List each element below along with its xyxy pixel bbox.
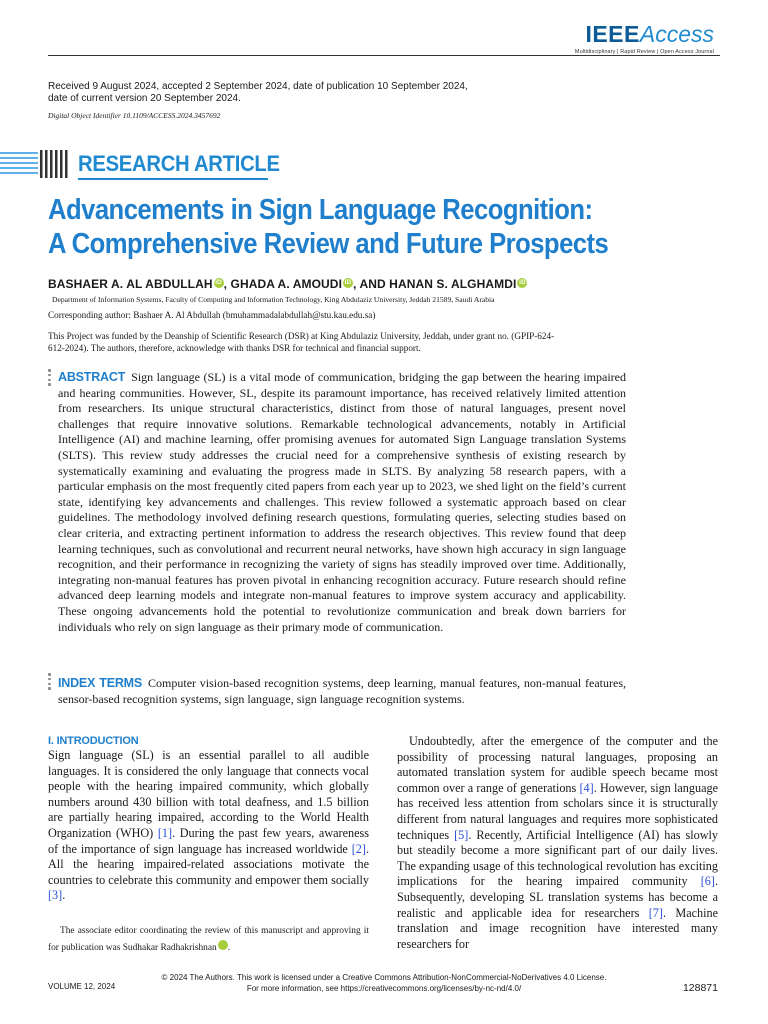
orcid-icon[interactable]: iD [218, 940, 228, 950]
author-separator: , AND [353, 277, 390, 291]
journal-brand-italic: Access [639, 21, 714, 47]
text-run: . [62, 888, 66, 903]
orcid-icon[interactable]: iD [344, 279, 352, 286]
citation-link[interactable]: [1] [157, 825, 173, 840]
article-type-underline [78, 178, 268, 180]
license-line-2[interactable]: For more information, see https://creativecommons.org/licenses/by-nc-nd/4.0/ [246, 984, 522, 993]
funding-statement: This Project was funded by the Deanship of Scientific Research (DSR) at King Abdulaziz University, Jeddah, under grant no. (GPIP-624-612-2024). The authors, therefore, acknowledge with thanks DSR for technical and financial support. [48, 331, 555, 353]
intro-paragraph-1 [48, 748, 369, 904]
text-run: . However, sign language has received less attention from scholars since it is structurally different from natural languages and requires more sophisticated techniques [397, 780, 718, 842]
text-run: . All the hearing impaired-related associations motivate the countries to celebrate this community and empower them socially [48, 841, 369, 887]
page-number: 128871 [682, 982, 718, 994]
editor-footnote [48, 924, 369, 956]
corresponding-author: Corresponding author: Bashaer A. Al Abdullah (bmuhammadalabdullah@stu.kau.edu.sa) [48, 310, 376, 320]
paper-title [48, 193, 624, 261]
doi: Digital Object Identifier 10.1109/ACCESS.2024.3457692 [48, 111, 221, 120]
text-run: . During the past few years, awareness of the importance of sign language has increased worldwide [48, 825, 370, 856]
journal-logo [575, 22, 714, 55]
journal-brand-bold: IEEE [585, 21, 640, 47]
footnote-end: . [227, 942, 231, 953]
affiliation: Department of Information Systems, Faculty of Computing and Information Technology, King Abdulaziz University, Jeddah 21589, Saudi Arabia [52, 295, 495, 304]
journal-tagline: Multidisciplinary | Rapid Review | Open Access Journal [574, 49, 714, 55]
index-terms-text: Computer vision-based recognition systems, deep learning, manual features, non-manual features, sensor-based recognition systems, sign language, sign language recognition systems. [58, 676, 626, 706]
citation-link[interactable]: [6] [700, 874, 715, 889]
index-terms [58, 676, 626, 707]
title-line-1: Advancements in Sign Language Recognition: [48, 194, 593, 226]
index-terms-dots-decoration [48, 673, 51, 692]
section-heading-introduction: I. INTRODUCTION [48, 735, 139, 747]
text-run: Undoubtedly, after the emergence of the computer and the possibility of processing natural languages, proposing an automated translation system for audible speech became most common over a range of generations [397, 734, 718, 795]
citation-link[interactable]: [5] [454, 827, 469, 842]
license-notice [0, 972, 768, 994]
volume-info: VOLUME 12, 2024 [48, 982, 116, 991]
abstract-label: ABSTRACT [58, 370, 126, 384]
citation-link[interactable]: [4] [579, 780, 594, 795]
author-2: GHADA A. AMOUDI [230, 277, 343, 291]
text-run: . Subsequently, developing SL translation systems has become a realistic and applicable idea for researchers [397, 874, 718, 920]
license-line-1: © 2024 The Authors. This work is licensed under a Creative Commons Attribution-NonCommercial-NoDerivatives 4.0 License. [161, 973, 607, 982]
index-terms-label: INDEX TERMS [58, 676, 143, 690]
abstract-dots-decoration [48, 369, 51, 388]
text-run: . Recently, Artificial Intelligence (AI) has slowly but steadily become a more significant part of our daily lives. The expanding usage of this technological revolution has exciting implications for the hearing impaired community [397, 827, 718, 889]
intro-paragraph-2 [397, 734, 718, 952]
author-3: HANAN S. ALGHAMDI [389, 277, 517, 291]
title-line-2: A Comprehensive Review and Future Prospects [48, 228, 609, 260]
author-list [48, 277, 527, 291]
citation-link[interactable]: [3] [48, 888, 63, 903]
orcid-icon[interactable]: iD [519, 279, 526, 286]
citation-link[interactable]: [7] [648, 905, 663, 920]
text-run: . Machine translation and image recognition have interested many researchers for [397, 905, 719, 951]
left-column [48, 734, 369, 904]
right-column [397, 734, 718, 952]
text-run: Sign language (SL) is an essential parallel to all audible languages. It is considered the only language that connects vocal people with the hearing impaired community, which globally numbers around 430 billion with total deafness, and 1.5 billion are partially hearing impaired, according to the World Health Organization (WHO) [48, 748, 369, 840]
footnote-text: The associate editor coordinating the review of this manuscript and approving it for publication was Sudhakar Radhakrishnan [48, 926, 369, 953]
banner-stripes-graphic [0, 150, 68, 178]
abstract [58, 370, 626, 635]
abstract-text: Sign language (SL) is a vital mode of communication, bridging the gap between the hearing impaired and hearing communities. However, SL, despite its paramount importance, has received relatively limited attention from researchers. Its unique structural characteristics, distinct from those of natural languages, present novel challenges that require innovative solutions. Remarkable technological advancements, notably in Artificial Intelligence (AI) and machine learning, offer promising avenues for automated Sign Language translation Systems (SLTS). This review study addresses the crucial need for a comprehensive synthesis of existing research by systematically examining and evaluating the progress made in SLTS. By analyzing 58 research papers, with a particular emphasis on the most frequently cited papers from each year up to 2023, we shed light on the field’s current state, identifying key advancements and challenges. This review followed a systematic approach based on clear guidelines. The methodology involved defining research questions, formulating queries, selecting studies based on clear criteria, and extracting pertinent information to address the research objectives. This review found that deep learning techniques, such as convolutional and recurrent neural networks, have shown high accuracy in sign language recognition, and their performance in recognizing the variety of signs has steadily improved over time. Additionally, integrating non-manual features has proven pivotal in enhancing recognition accuracy. Future research should refine advanced deep learning models and integrate non-manual features to improve system accuracy and applicability. These ongoing advancements hold the potential to revolutionize communication and break down barriers for individuals who rely on sign language as their primary mode of communication. [58, 370, 626, 634]
author-1: BASHAER A. AL ABDULLAH [48, 277, 213, 291]
article-type-label: RESEARCH ARTICLE [78, 151, 280, 176]
received-dates: Received 9 August 2024, accepted 2 September 2024, date of publication 10 September 2024, date of current version 20 September 2024. [48, 81, 468, 104]
citation-link[interactable]: [2] [351, 841, 366, 856]
orcid-icon[interactable]: iD [215, 279, 222, 286]
author-separator: , [223, 277, 231, 291]
header-rule [48, 55, 720, 56]
